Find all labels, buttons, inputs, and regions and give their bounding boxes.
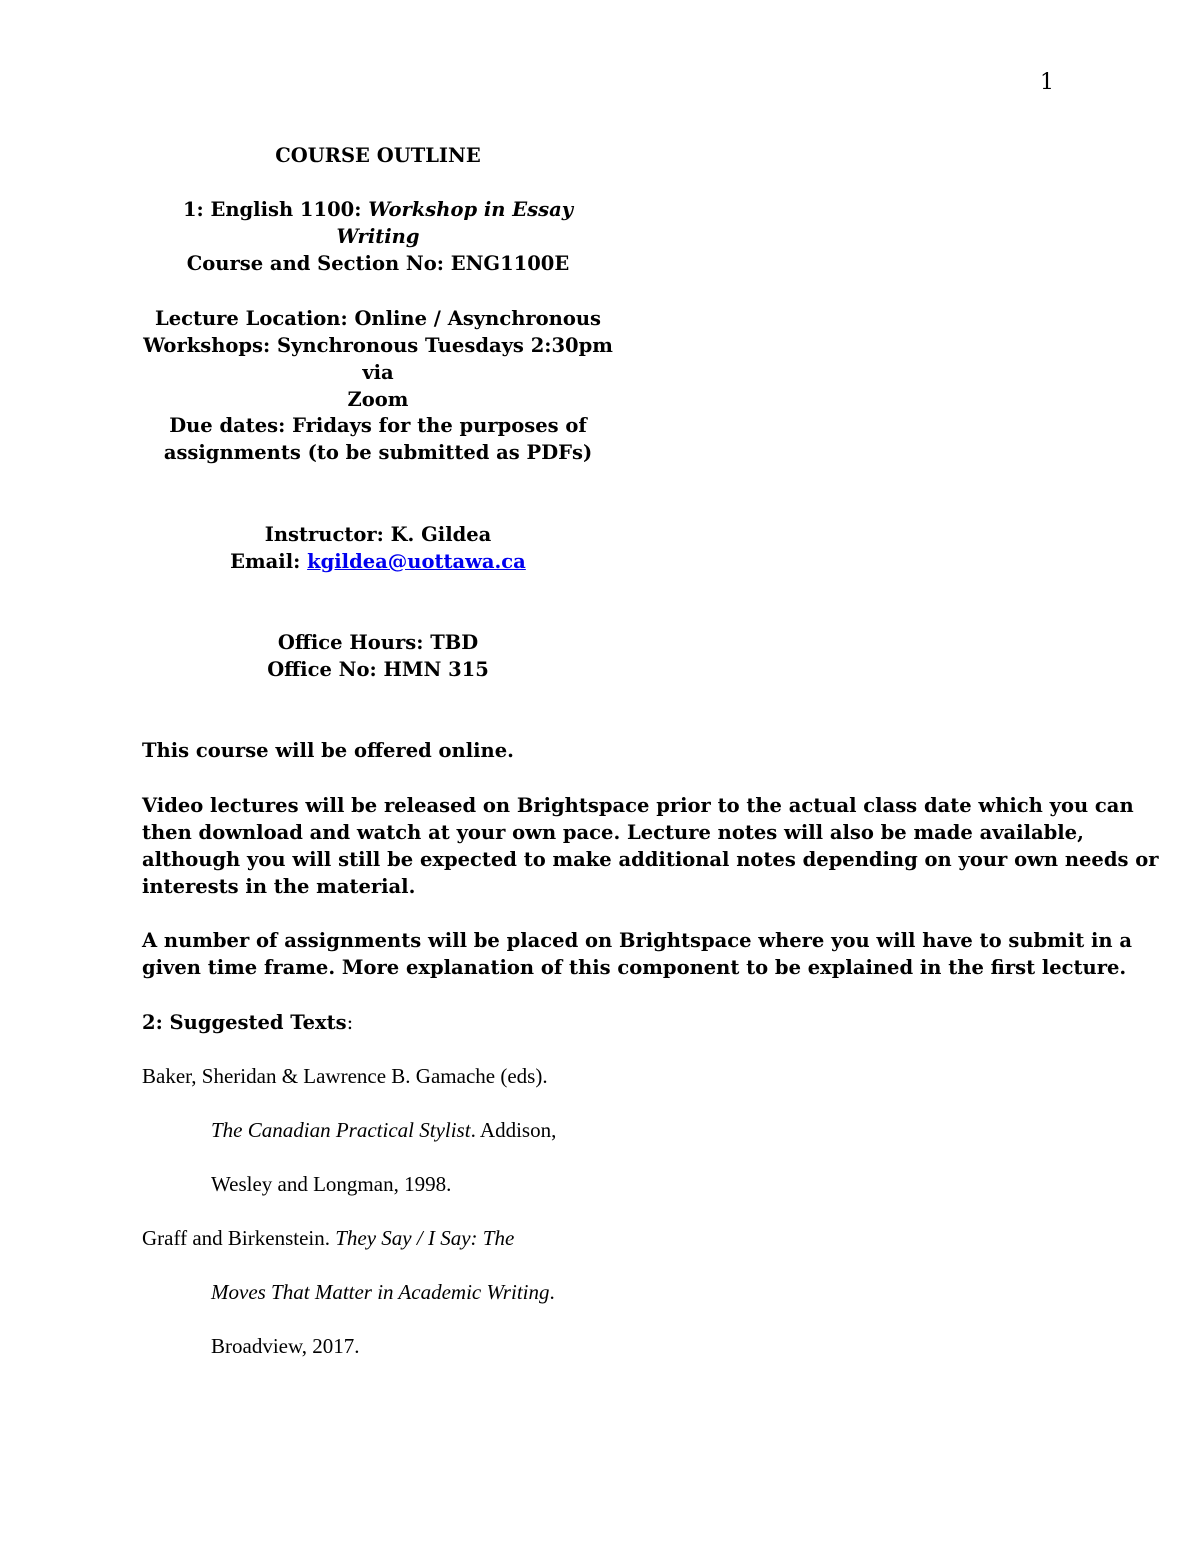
paragraph-line: although you will still be expected to make additional notes depending on your own needs or xyxy=(142,848,1159,871)
due-line-2: assignments (to be submitted as PDFs) xyxy=(163,441,593,464)
paragraph-line: Video lectures will be released on Brightspace prior to the actual class date which you can xyxy=(142,794,1134,817)
reference-1-title: The Canadian Practical Stylist xyxy=(211,1118,471,1142)
lecture-location xyxy=(142,305,614,413)
course-name: Workshop in Essay Writing xyxy=(336,198,574,248)
reference-2-line-2: Moves That Matter in Academic Writing. xyxy=(211,1280,555,1304)
section-heading-text: 2: Suggested Texts xyxy=(142,1011,347,1034)
course-prefix: 1: English 1100: xyxy=(182,198,362,221)
reference-2-title-part-1: They Say / I Say: The xyxy=(335,1226,515,1250)
email-line xyxy=(142,548,614,575)
reference-2-title-part-2: Moves That Matter in Academic Writing xyxy=(211,1280,550,1304)
section-heading-suggested-texts xyxy=(142,1009,1052,1036)
paragraph-line: then download and watch at your own pace. Lecture notes will also be made available, xyxy=(142,821,1084,844)
reference-2-line-1: Graff and Birkenstein. They Say / I Say: The xyxy=(142,1226,515,1250)
location-line-2: Workshops: Synchronous Tuesdays 2:30pm via xyxy=(143,334,613,384)
paragraph-line: interests in the material. xyxy=(142,875,416,898)
course-title xyxy=(142,196,614,250)
reference-2-line-3: Broadview, 2017. xyxy=(211,1334,360,1358)
document-title: COURSE OUTLINE xyxy=(275,144,481,167)
office-hours: Office Hours: TBD xyxy=(277,631,479,654)
email-label: Email: xyxy=(230,550,301,573)
email-link[interactable]: kgildea@uottawa.ca xyxy=(307,550,526,573)
office-block xyxy=(142,629,614,683)
location-line-3: Zoom xyxy=(347,388,409,411)
page-number: 1 xyxy=(1040,70,1054,95)
location-line-1: Lecture Location: Online / Asynchronous xyxy=(154,307,601,330)
instructor-name: Instructor: K. Gildea xyxy=(264,523,492,546)
reference-1-line-3: Wesley and Longman, 1998. xyxy=(211,1172,452,1196)
paragraph-assignments xyxy=(142,927,1132,981)
reference-1-line-2: The Canadian Practical Stylist. Addison, xyxy=(211,1118,557,1142)
paragraph-video-lectures xyxy=(142,792,1159,900)
paragraph-line: given time frame. More explanation of this component to be explained in the first lecture. xyxy=(142,956,1127,979)
section-heading-colon: : xyxy=(346,1011,354,1034)
paragraph-line: A number of assignments will be placed on Brightspace where you will have to submit in a xyxy=(142,929,1132,952)
reference-1-line-1: Baker, Sheridan & Lawrence B. Gamache (eds). xyxy=(142,1064,548,1088)
due-dates xyxy=(142,412,614,466)
course-section: Course and Section No: ENG1100E xyxy=(186,252,570,275)
instructor-block xyxy=(142,521,614,575)
paragraph-online: This course will be offered online. xyxy=(142,739,514,762)
due-line-1: Due dates: Fridays for the purposes of xyxy=(169,414,587,437)
office-number: Office No: HMN 315 xyxy=(267,658,489,681)
